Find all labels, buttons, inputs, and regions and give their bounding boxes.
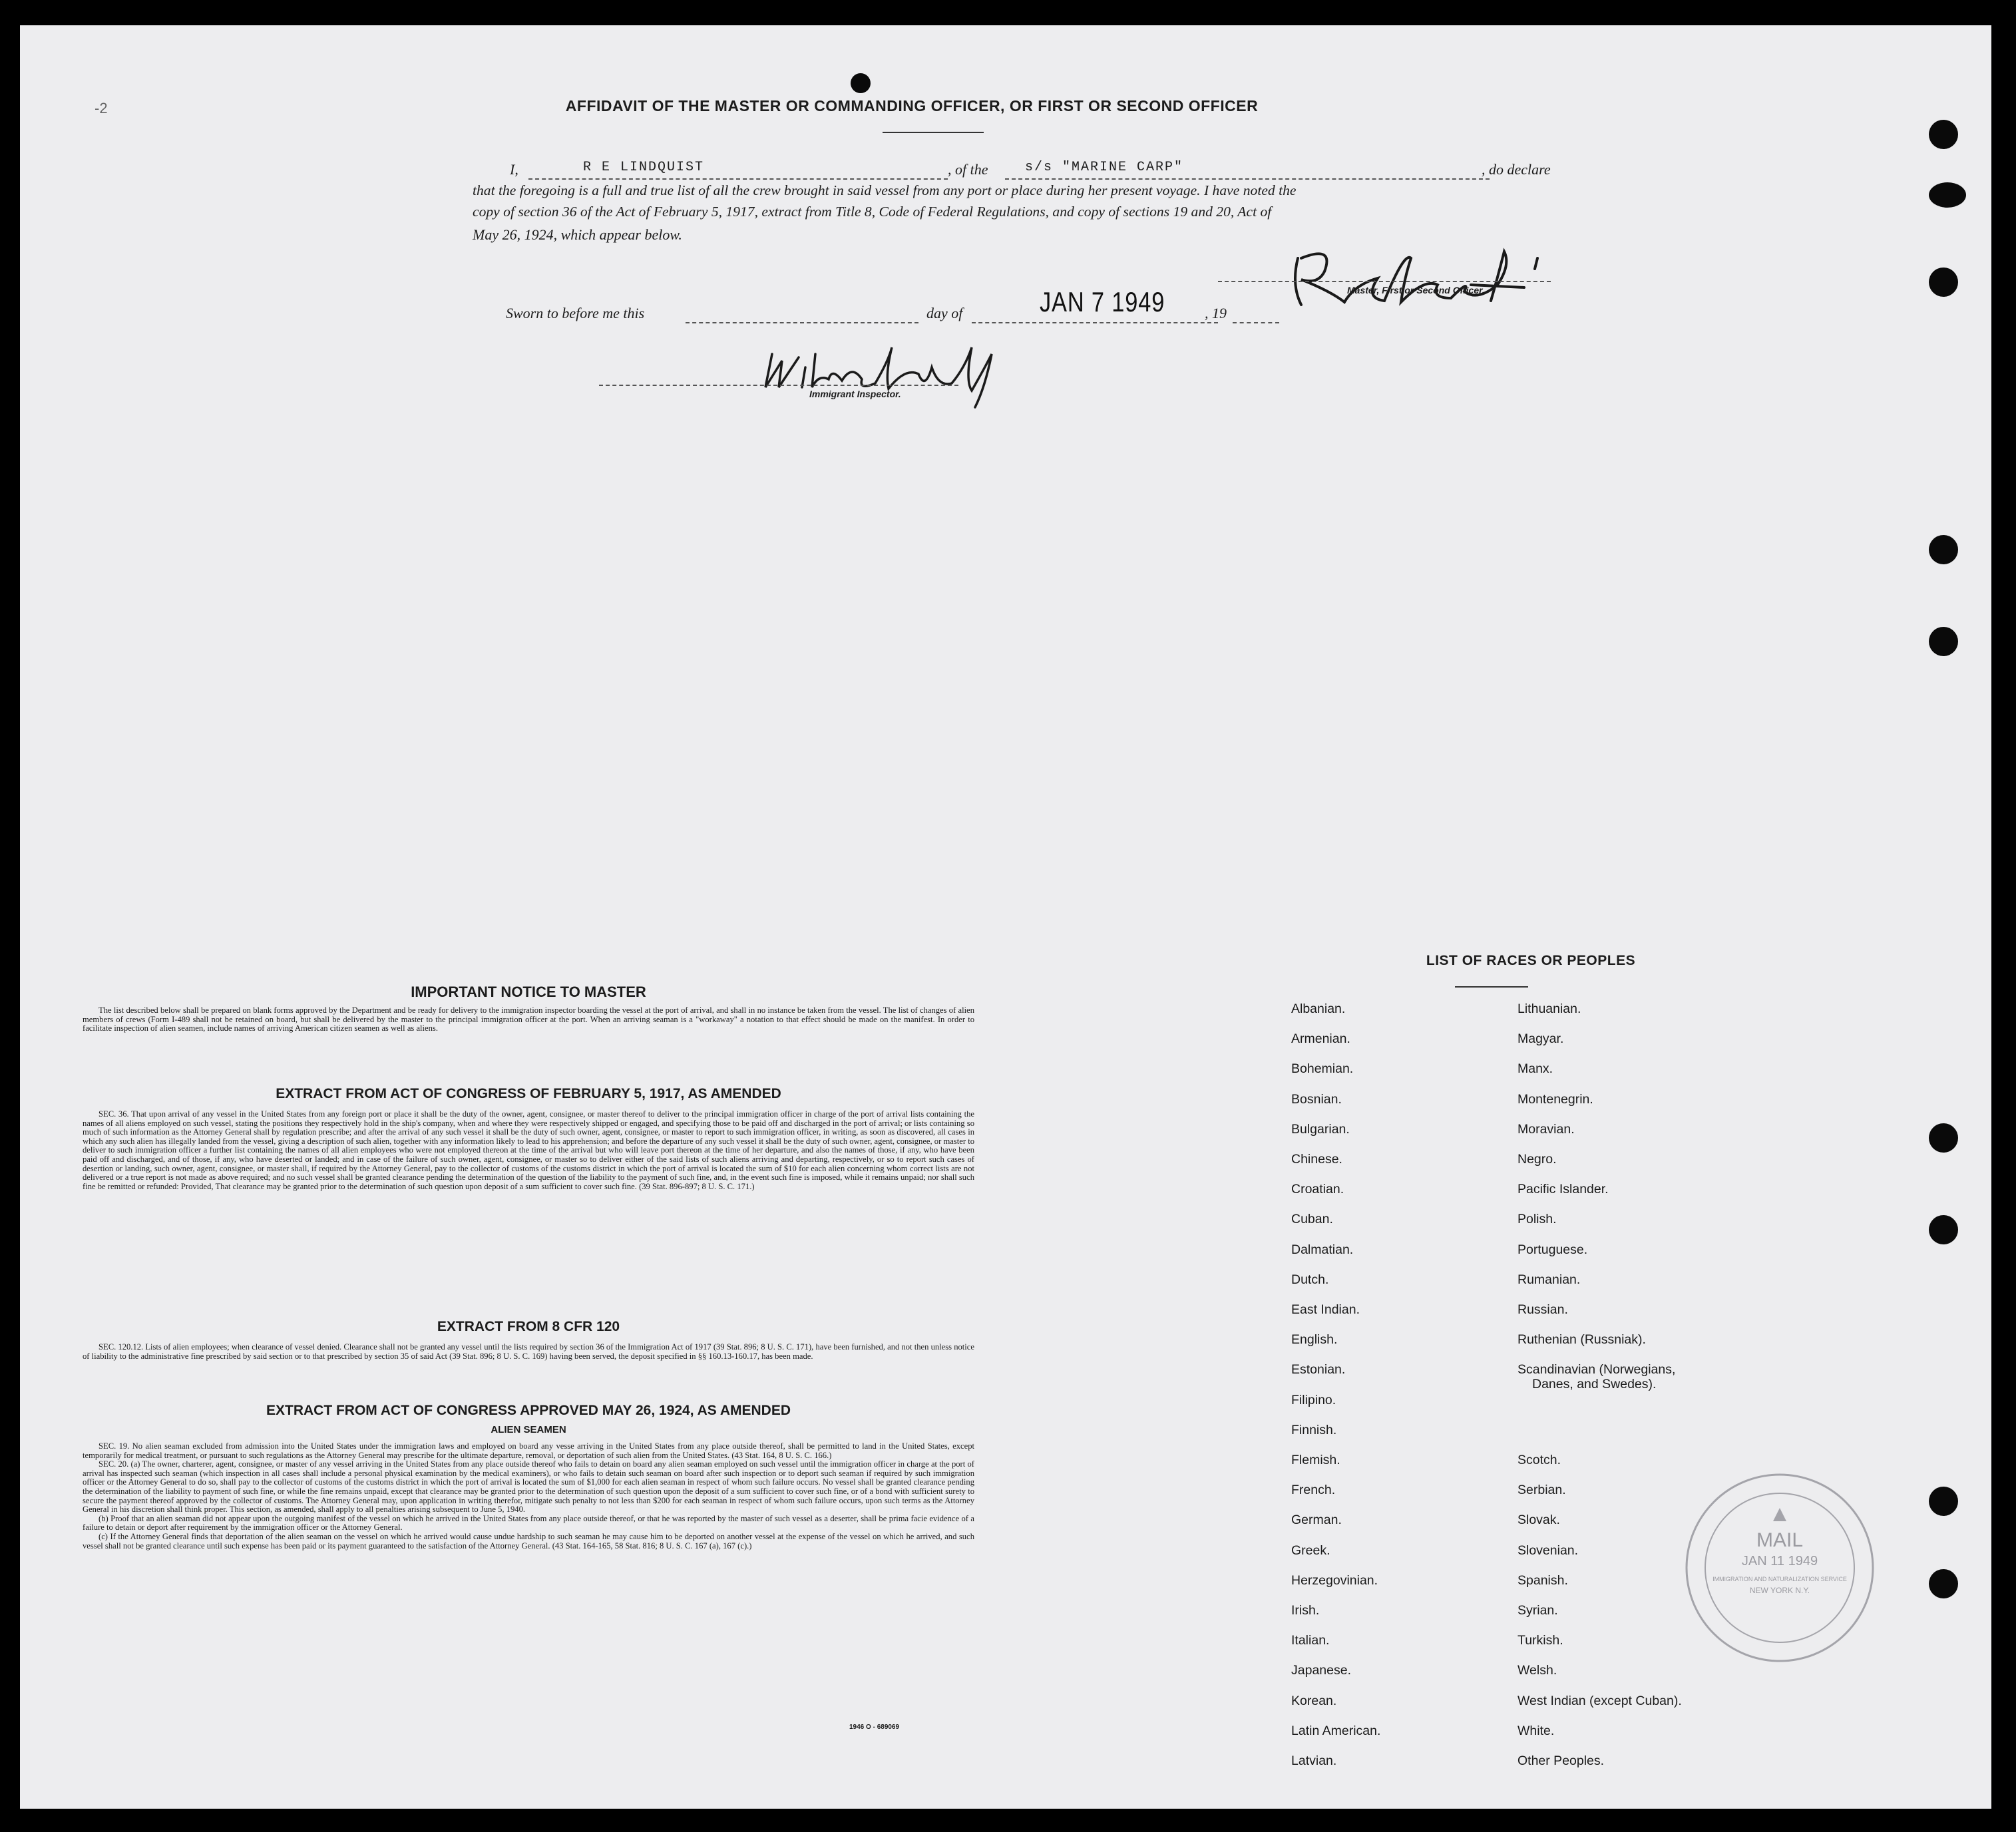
race-item: Welsh. bbox=[1517, 1663, 1557, 1678]
race-item: Dutch. bbox=[1291, 1272, 1329, 1287]
extract-1924-section bbox=[83, 1403, 974, 1551]
races-title-rule bbox=[1455, 986, 1528, 988]
race-item: Estonian. bbox=[1291, 1362, 1346, 1377]
race-item: Finnish. bbox=[1291, 1422, 1337, 1437]
race-item: Slovenian. bbox=[1517, 1543, 1579, 1558]
master-name-value: R E LINDQUIST bbox=[583, 160, 705, 175]
inspector-signature-line bbox=[599, 385, 958, 386]
year-line bbox=[1233, 322, 1279, 323]
extract-1917-section bbox=[83, 1086, 974, 1191]
race-item: Latin American. bbox=[1291, 1723, 1381, 1738]
extract-1924-sec20c: (c) If the Attorney General finds that deportation of the alien seaman on the vessel on which he arrived would cause undue hardship to such seaman he may cause him to be deported on another vessel at the expense of the vessel on which he arrived, and such vessel shall not be granted clearance until such expense has been paid or its payment guaranteed to the satisfaction of the Attorney General. (43 Stat. 164-165, 58 Stat. 816; 8 U. S. C. 167 (a), 167 (c).) bbox=[83, 1531, 974, 1551]
affidavit-line-4: May 26, 1924, which appear below. bbox=[473, 226, 682, 243]
inspector-caption: Immigrant Inspector. bbox=[809, 389, 901, 399]
extract-1917-title: EXTRACT FROM ACT OF CONGRESS OF FEBRUARY 5, 1917, AS AMENDED bbox=[276, 1086, 781, 1101]
race-item: Pacific Islander. bbox=[1517, 1182, 1609, 1197]
affidavit-line-2: that the foregoing is a full and true list of all the crew brought in said vessel from any port or place during her present voyage. I have noted the bbox=[473, 182, 1297, 198]
affidavit-do-declare: , do declare bbox=[1482, 161, 1551, 178]
vessel-name-value: s/s "MARINE CARP" bbox=[1025, 160, 1184, 175]
affidavit-i-label: I, bbox=[510, 161, 518, 178]
stamp-mail: MAIL bbox=[1756, 1529, 1804, 1551]
master-caption: Master, First or Second Officer. bbox=[1347, 285, 1485, 295]
race-item: Syrian. bbox=[1517, 1603, 1558, 1618]
extract-1924-subtitle: ALIEN SEAMEN bbox=[491, 1424, 566, 1435]
race-item: Portuguese. bbox=[1517, 1242, 1588, 1257]
race-item: Cuban. bbox=[1291, 1212, 1333, 1227]
race-item: Scandinavian (Norwegians, bbox=[1517, 1362, 1676, 1377]
punch-hole bbox=[1929, 268, 1958, 297]
punch-hole bbox=[1929, 1123, 1958, 1153]
race-item: Magyar. bbox=[1517, 1031, 1564, 1047]
race-item: Croatian. bbox=[1291, 1182, 1344, 1197]
race-item: Scotch. bbox=[1517, 1453, 1561, 1467]
race-item: Chinese. bbox=[1291, 1152, 1342, 1167]
race-item: Negro. bbox=[1517, 1152, 1557, 1167]
date-stamp: JAN 7 1949 bbox=[1040, 286, 1165, 317]
master-signature-line bbox=[1218, 281, 1551, 282]
master-signature bbox=[1271, 238, 1591, 318]
received-stamp bbox=[1680, 1468, 1880, 1668]
race-item: Bohemian. bbox=[1291, 1061, 1354, 1077]
race-item: Bulgarian. bbox=[1291, 1121, 1350, 1137]
vessel-field-line bbox=[1005, 178, 1490, 180]
sworn-day-line bbox=[686, 322, 918, 323]
punch-hole bbox=[1929, 535, 1958, 564]
punch-hole bbox=[1929, 1487, 1958, 1516]
race-item: Russian. bbox=[1517, 1302, 1568, 1317]
title-rule bbox=[883, 132, 984, 133]
race-item: Armenian. bbox=[1291, 1031, 1350, 1047]
race-item: Bosnian. bbox=[1291, 1091, 1342, 1107]
race-item: Japanese. bbox=[1291, 1663, 1351, 1678]
extract-1924-sec19: SEC. 19. No alien seaman excluded from admission into the United States under the immigration laws and employed on board any vesse arriving in the United States from any place outside thereof, shall be permitted to land in the United States, except temporarily for medical treatment, or pursuant to such regulations as the Attorney General may prescribe for the ultimate departure, removal, or deportation of such alien from the United States. (43 Stat. 164, 8 U. S. C. 166.) bbox=[83, 1441, 974, 1460]
affidavit-of-the: , of the bbox=[948, 161, 988, 178]
race-item: Moravian. bbox=[1517, 1121, 1575, 1137]
race-item: Latvian. bbox=[1291, 1753, 1337, 1768]
extract-1924-sec20b: (b) Proof that an alien seaman did not appear upon the outgoing manifest of the vessel on which he arrived in the United States from any place outside thereof, or that he was reported by the master of such vessel as a deserter, shall be prima facie evidence of a failure to detain or deport after requirement by the immigration officer or the Attorney General. bbox=[83, 1513, 974, 1533]
race-item: Montenegrin. bbox=[1517, 1091, 1593, 1107]
race-item: Slovak. bbox=[1517, 1513, 1560, 1528]
day-of-label: day of bbox=[926, 305, 963, 321]
stamp-city: NEW YORK N.Y. bbox=[1749, 1586, 1810, 1595]
punch-hole bbox=[851, 73, 871, 93]
race-item: Danes, and Swedes). bbox=[1532, 1377, 1657, 1392]
race-item: Ruthenian (Russniak). bbox=[1517, 1332, 1646, 1348]
races-title: LIST OF RACES OR PEOPLES bbox=[1426, 953, 1636, 968]
extract-cfr-body: SEC. 120.12. Lists of alien employees; when clearance of vessel denied. Clearance shall not be granted any vessel until the lists required by section 36 of the Immigration Act of 1917 (39 Stat. 896; 8 U. S. C. 171), have been furnished, and not then unless notice of liability to the administrative fine prescribed by said section or to that prescribed by section 35 of said Act (39 Stat. 896; 8 U. S. C. 169) having been served, the deposit specified in §§ 160.13-160.17, has been made. bbox=[83, 1342, 974, 1361]
race-item: Lithuanian. bbox=[1517, 1002, 1581, 1016]
stamp-agency: IMMIGRATION AND NATURALIZATION SERVICE bbox=[1713, 1576, 1847, 1582]
race-item: Flemish. bbox=[1291, 1453, 1340, 1467]
year-prefix: , 19 bbox=[1205, 305, 1227, 321]
notice-title: IMPORTANT NOTICE TO MASTER bbox=[411, 984, 646, 1000]
race-item: East Indian. bbox=[1291, 1302, 1360, 1317]
print-code: 1946 O - 689069 bbox=[849, 1724, 900, 1731]
race-item: Manx. bbox=[1517, 1061, 1553, 1077]
race-item: White. bbox=[1517, 1723, 1555, 1738]
race-item: German. bbox=[1291, 1513, 1342, 1528]
extract-cfr-section bbox=[83, 1319, 974, 1361]
race-item: Herzegovinian. bbox=[1291, 1572, 1378, 1588]
corner-mark: -2 bbox=[95, 100, 108, 116]
race-item: English. bbox=[1291, 1332, 1338, 1348]
extract-cfr-title: EXTRACT FROM 8 CFR 120 bbox=[437, 1319, 620, 1334]
race-item: French. bbox=[1291, 1483, 1336, 1498]
punch-hole bbox=[1929, 627, 1958, 656]
race-item: West Indian (except Cuban). bbox=[1517, 1693, 1682, 1708]
extract-1924-title: EXTRACT FROM ACT OF CONGRESS APPROVED MAY 26, 1924, AS AMENDED bbox=[266, 1403, 791, 1418]
race-item: Serbian. bbox=[1517, 1483, 1566, 1498]
race-item: Irish. bbox=[1291, 1603, 1320, 1618]
inspector-signature bbox=[752, 327, 1018, 414]
race-item: Greek. bbox=[1291, 1543, 1330, 1558]
race-item: Rumanian. bbox=[1517, 1272, 1581, 1287]
notice-section bbox=[83, 984, 974, 1033]
sworn-label: Sworn to before me this bbox=[506, 305, 645, 321]
stamp-date: JAN 11 1949 bbox=[1741, 1554, 1818, 1568]
extract-1917-body: SEC. 36. That upon arrival of any vessel in the United States from any foreign port or place it shall be the duty of the owner, agent, consignee, or master thereof to deliver to the principal immigration officer in charge of the port of arrival lists containing the names of all aliens employed on such vessel, stating the positions they respectively hold in the ship's company, when and where they were respectively shipped or engaged, and specifying those to be paid off and discharged in the port of arrival; or lists containing so much of such information as the Attorney General shall by regulation prescribe; and after the arrival of any such vessel it shall be the duty of such owner, agent, consignee, or master to report to such immigration officer, in writing, as soon as discovered, all cases in which any such alien has illegally landed from the vessel, giving a description of such alien, together with any information likely to lead to his apprehension; and before the departure of any such vessel it shall be the duty of such owner, agent, consignee, or master to deliver to such immigration officer a further list containing the names of all alien employees who were not employed thereon at the time of the arrival but who will leave port thereon at the time of her departure, and also the names of those, if any, who have been paid off and discharged, and of those, if any, who have deserted or landed; and in case of the failure of such owner, agent, consignee, or master so to deliver either of the said lists of such aliens arriving and departing, respectively, or so to report such cases of desertion or landing, such owner, agent, consignee, or master shall, if required by the Attorney General, pay to the collector of customs of the customs district in which the port of arrival is located the sum of $10 for each alien concerning whom correct lists are not delivered or a true report is not made as above required; and no such vessel shall be granted clearance pending the determination of the question of the liability to the payment of such fine, and, in the event such fine is imposed, while it remains unpaid; nor shall such fine be remitted or refunded: Provided, That clearance may be granted prior to the determination of such question upon deposit of a sum sufficient to cover such fine. (39 Stat. 896-897; 8 U. S. C. 171.) bbox=[83, 1109, 974, 1191]
sworn-month-line bbox=[972, 322, 1218, 323]
race-item: Albanian. bbox=[1291, 1002, 1346, 1016]
race-item: Other Peoples. bbox=[1517, 1753, 1605, 1768]
race-item: Spanish. bbox=[1517, 1572, 1568, 1588]
notice-body: The list described below shall be prepared on blank forms approved by the Department and be ready for delivery to the immigration inspector boarding the vessel at the port of arrival, and shall in no instance be taken from the vessel. The list of changes of alien members of crews (Form I-489 shall not be retained on board, but shall be delivered by the master to the principal immigration officer at the port. When an arriving seaman is a "workaway" a notation to that effect should be made on the manifest. In order to facilitate inspection of alien seamen, include names of arriving American citizen seamen as well as aliens. bbox=[83, 1006, 974, 1033]
extract-1924-sec20a: SEC. 20. (a) The owner, charterer, agent, consignee, or master of any vessel arriving in the United States from any place outside thereof who fails to detain on board any alien seaman employed on such vessel until the immigration officer in charge at the port of arrival has inspected such seaman (which inspection in all cases shall include a personal physical examination by the medical examiners), or who fails to detain such seaman on board after such inspection or to deport such seaman if required by such immigration officer or the Attorney General to do so, shall pay to the collector of customs of the customs district in which the port of arrival is located the sum of $1,000 for each alien seaman in respect of whom such failure occurs. No vessel shall be granted clearance pending the determination of the liability to payment of such fine, or while the fine remains unpaid, except that clearance may be granted prior to the determination of such question upon the deposit of a sum sufficient to cover such fine, or of a bond with sufficient surety to secure the payment thereof approved by the collector of customs. The Attorney General may, upon application in writing therefor, mitigate such penalty to not less than $200 for each seaman in respect of whom such failure occurs, upon such terms as the Attorney General in his discretion shall think proper. This section, as amended, shall apply to all penalties arising subsequent to June 5, 1940. bbox=[83, 1459, 974, 1515]
race-item: Filipino. bbox=[1291, 1392, 1336, 1407]
punch-hole bbox=[1929, 120, 1958, 149]
affidavit-line-3: copy of section 36 of the Act of February 5, 1917, extract from Title 8, Code of Federal Regulations, and copy of sections 19 and 20, Act of bbox=[473, 204, 1272, 220]
punch-hole bbox=[1929, 1215, 1958, 1244]
name-field-line bbox=[528, 178, 948, 180]
punch-hole bbox=[1929, 1569, 1958, 1598]
race-item: Turkish. bbox=[1517, 1633, 1563, 1648]
affidavit-title: AFFIDAVIT OF THE MASTER OR COMMANDING OFFICER, OR FIRST OR SECOND OFFICER bbox=[565, 97, 1259, 114]
race-item: Korean. bbox=[1291, 1693, 1337, 1708]
race-item: Dalmatian. bbox=[1291, 1242, 1354, 1257]
race-item: Italian. bbox=[1291, 1633, 1330, 1648]
punch-hole bbox=[1929, 182, 1966, 208]
document-page bbox=[20, 25, 1991, 1809]
race-item: Polish. bbox=[1517, 1212, 1557, 1227]
